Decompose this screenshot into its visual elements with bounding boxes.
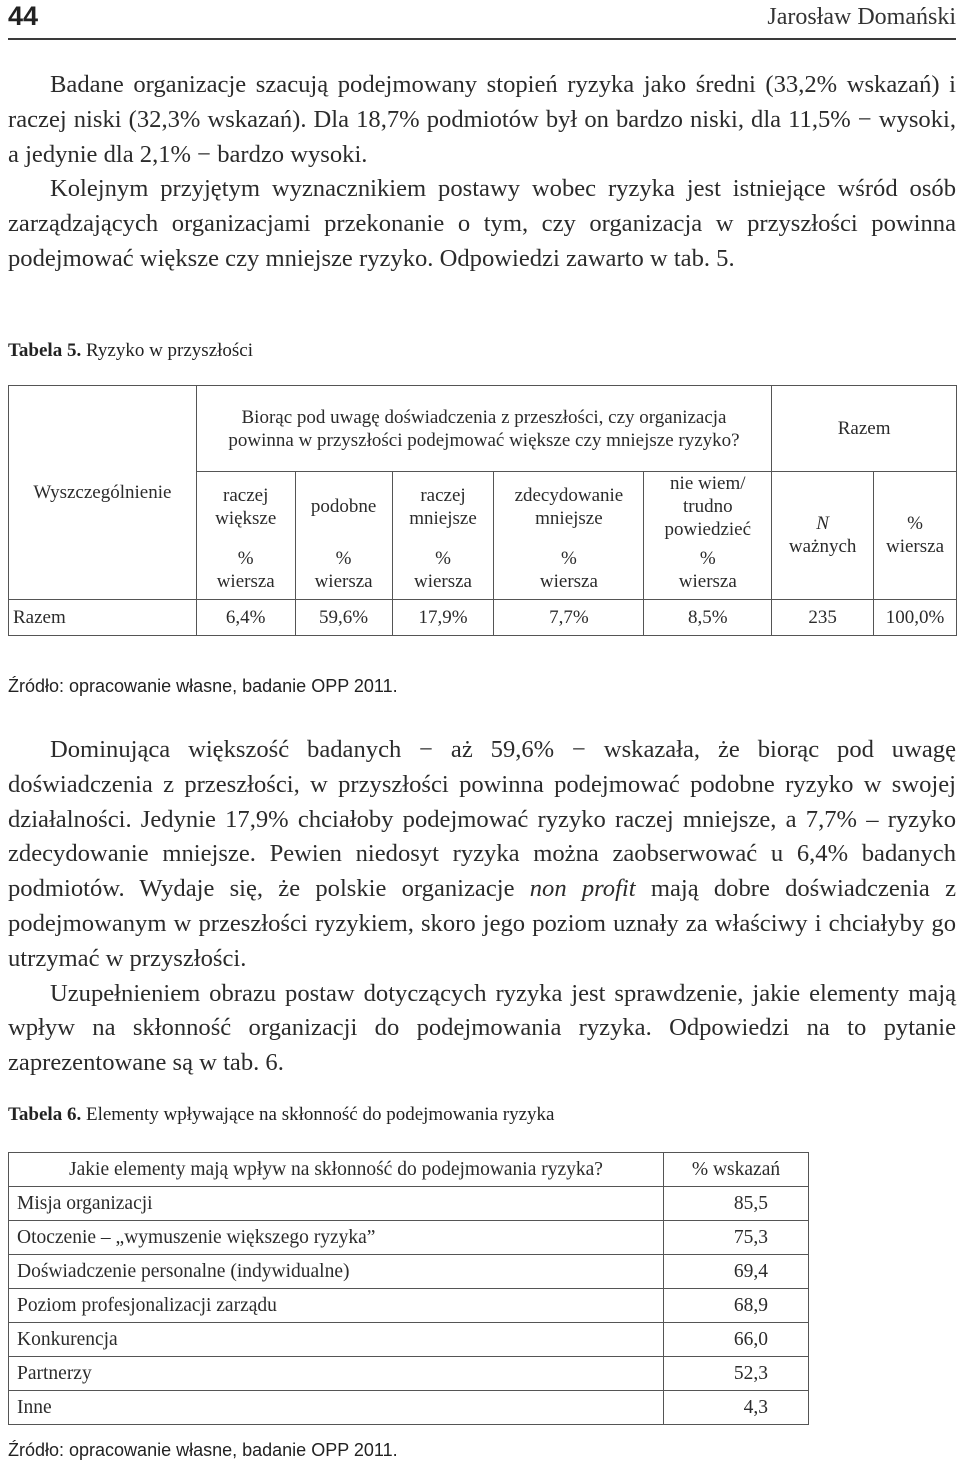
n-valid-header — [772, 472, 874, 600]
t6-value: 85,5 — [664, 1187, 809, 1221]
table6-caption-label: Tabela 6. — [8, 1104, 82, 1125]
paragraph-risk-level: Badane organizacje szacują podejmowany stopień ryzyka jako średni (33,2% wskazań) i raczej niski (32,3% wskazań). Dla 18,7% podmiotów był on bardzo niski, dla 11,5% − wysoki, a jedynie dla 2,1% − bardzo wysoki. — [8, 71, 956, 168]
row-label-razem: Razem — [9, 599, 197, 635]
paragraph-risk-attitude: Kolejnym przyjętym wyznacznikiem postawy wobec ryzyka jest istniejące wśród osób zarządzających organizacjami przekonanie o tym, czy organizacja w przyszłości powinna podejmować większe czy mniejsze ryzyko. Odpowiedzi zawarto w tab. 5. — [8, 175, 956, 272]
table5-source: Źródło: opracowanie własne, badanie OPP 2011. — [8, 676, 398, 696]
t6-label: Doświadczenie personalne (indywidualne) — [9, 1255, 664, 1289]
page-header — [8, 0, 956, 40]
option-podobne: podobne — [295, 472, 392, 542]
table5-caption — [8, 340, 253, 362]
pct-row-header-razem: % wiersza — [874, 472, 957, 600]
pct-row-header-1: % wiersza — [196, 541, 295, 599]
table6-source: Źródło: opracowanie własne, badanie OPP 2011. — [8, 1440, 398, 1460]
table6-caption-text: Elementy wpływające na skłonność do podejmowania ryzyka — [81, 1104, 555, 1125]
t6-value: 52,3 — [664, 1357, 809, 1391]
t6-value: 68,9 — [664, 1289, 809, 1323]
t6-value: 4,3 — [664, 1391, 809, 1425]
option-zdecydowanie-mniejsze: zdecydowanie mniejsze — [494, 472, 644, 542]
cell-n: 235 — [772, 599, 874, 635]
table-row — [9, 1357, 809, 1391]
valid-label: ważnych — [788, 536, 857, 558]
t6-value: 66,0 — [664, 1323, 809, 1357]
cell-zdecydowanie-mniejsze: 7,7% — [494, 599, 644, 635]
t6-label: Misja organizacji — [9, 1187, 664, 1221]
table5-caption-text: Ryzyko w przyszłości — [81, 340, 254, 361]
pct-row-header-3: % wiersza — [392, 541, 494, 599]
table-6-risk-factors — [8, 1152, 809, 1425]
t6-label: Poziom profesjonalizacji zarządu — [9, 1289, 664, 1323]
cell-podobne: 59,6% — [295, 599, 392, 635]
col-spec-header: Wyszczególnienie — [9, 386, 197, 600]
pct-row-header-5: % wiersza — [644, 541, 772, 599]
option-raczej-mniejsze: raczej mniejsze — [392, 472, 494, 542]
t6-header-question: Jakie elementy mają wpływ na skłonność do podejmowania ryzyka? — [9, 1153, 664, 1187]
t6-label: Inne — [9, 1391, 664, 1425]
cell-raczej-mniejsze: 17,9% — [392, 599, 494, 635]
table6-caption — [8, 1104, 555, 1126]
table-row — [9, 1221, 809, 1255]
question-header: Biorąc pod uwagę doświadczenia z przeszłości, czy organizacja powinna w przyszłości podejmować większe czy mniejsze ryzyko? — [196, 386, 771, 472]
table-row — [9, 1289, 809, 1323]
paragraph-elements: Uzupełnieniem obrazu postaw dotyczących ryzyka jest sprawdzenie, jakie elementy mają wpływ na skłonność organizacji do podejmowania ryzyka. Odpowiedzi na to pytanie zaprezentowane są w tab. 6. — [8, 979, 956, 1077]
t6-label: Otoczenie – „wymuszenie większego ryzyka” — [9, 1221, 664, 1255]
table-row — [9, 1187, 809, 1221]
discussion-paragraphs — [8, 733, 956, 1081]
cell-total-pct: 100,0% — [874, 599, 957, 635]
page-number: 44 — [8, 1, 39, 31]
t6-label: Partnerzy — [9, 1357, 664, 1391]
option-raczej-wieksze: raczej większe — [196, 472, 295, 542]
table-row — [9, 1323, 809, 1357]
razem-header: Razem — [772, 386, 957, 472]
t6-value: 75,3 — [664, 1221, 809, 1255]
n-label: N — [816, 513, 829, 535]
table-row — [9, 1255, 809, 1289]
table-5-risk-future — [8, 385, 957, 636]
running-head-author: Jarosław Domański — [767, 4, 956, 30]
t6-value: 69,4 — [664, 1255, 809, 1289]
pct-row-header-2: % wiersza — [295, 541, 392, 599]
cell-raczej-wieksze: 6,4% — [196, 599, 295, 635]
t6-header-value: % wskazań — [664, 1153, 809, 1187]
intro-paragraphs — [8, 68, 956, 277]
non-profit-term: non profit — [529, 875, 636, 903]
table5-caption-label: Tabela 5. — [8, 340, 82, 361]
table-row — [9, 1391, 809, 1425]
t6-label: Konkurencja — [9, 1323, 664, 1357]
paragraph-dominant: Dominująca większość badanych − aż 59,6% − wskazała, że biorąc pod uwagę doświadczenia z przeszłości, w przyszłości powinna podejmować podobne ryzyko w swojej działalności. Jedynie 17,9% chciałoby podejmować ryzyko raczej mniejsze, a 7,7% – ryzyko zdecydowanie mniejsze. Pewien niedosyt ryzyka można zaobserwować u 6,4% badanych podmiotów. Wydaje się, że polskie organizacje non profit mają dobre doświadczenia z podejmowanym w przeszłości ryzykiem, skoro jego poziom uznały za właściwy i chciałyby go utrzymać w przyszłości. — [8, 736, 956, 972]
option-nie-wiem: nie wiem/ trudno powiedzieć — [644, 472, 772, 542]
table-row — [9, 599, 957, 635]
cell-nie-wiem: 8,5% — [644, 599, 772, 635]
pct-row-header-4: % wiersza — [494, 541, 644, 599]
